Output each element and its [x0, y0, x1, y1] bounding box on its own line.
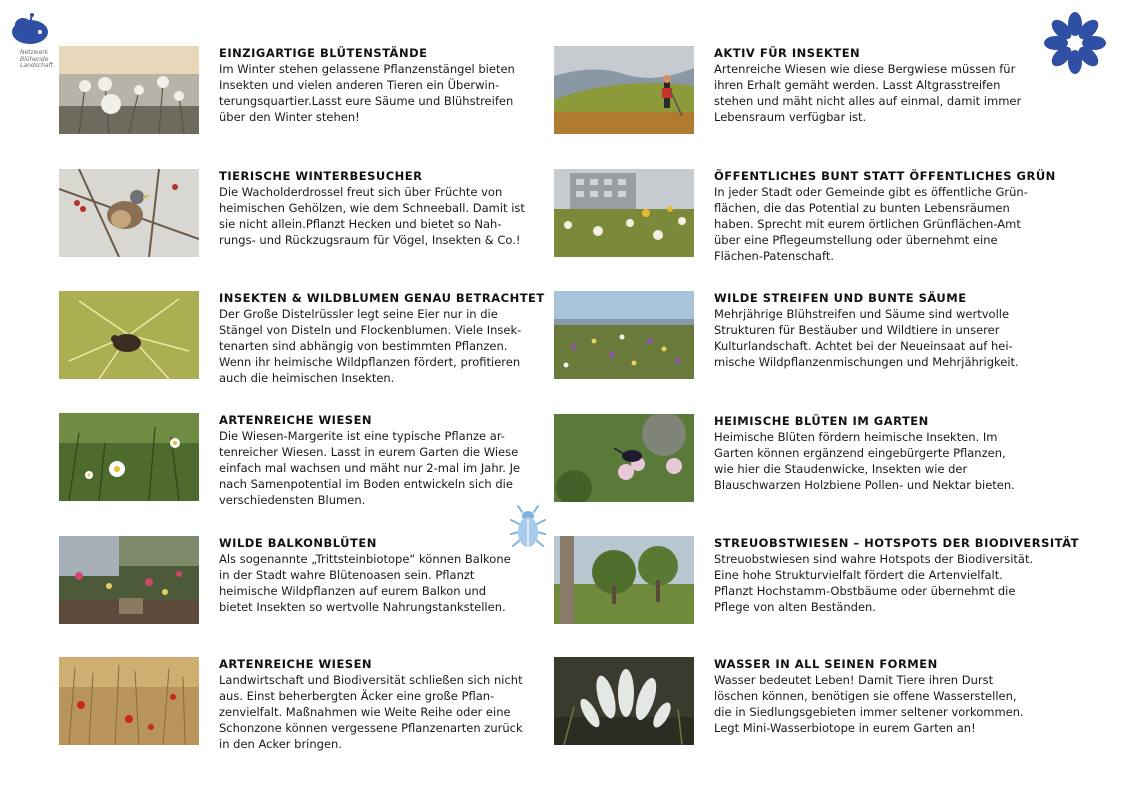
card-body: Mehrjährige Blühstreifen und Säume sind wertvolle Strukturen für Bestäuber und Wildtiere in unserer Kulturlandschaft. Achtet bei der Neueinsaat auf hei- mische Wildpflanzenmischungen und Mehrjährigkeit.	[714, 307, 1019, 369]
card-body: Wasser bedeutet Leben! Damit Tiere ihren Durst löschen können, benötigen sie offene Wasserstellen, die in Siedlungsgebieten immer seltener vorkommen. Legt Mini-Wasserbiotope in eurem Garten an!	[714, 673, 1024, 735]
card-title: STREUOBSTWIESEN – HOTSPOTS DER BIODIVERSITÄT	[714, 536, 1079, 550]
card-body: Artenreiche Wiesen wie diese Bergwiese müssen für ihren Erhalt gemäht werden. Lasst Altgrasstreifen stehen und mäht nicht alles auf einmal, damit immer Lebensraum verfügbar ist.	[714, 62, 1022, 124]
card-body: Die Wacholderdrossel freut sich über Früchte von heimischen Gehölzen, wie dem Schneeball. Damit ist sie nicht allein.Pflanzt Hecken und bietet so Nah- rungs- und Rückzugsraum für Vögel, Insekten & Co.!	[219, 185, 525, 247]
card-winter-visitors	[59, 169, 549, 269]
flower-strip-photo	[554, 291, 694, 379]
card-balcony-flowers	[59, 536, 549, 636]
balcony-garden-photo	[59, 536, 199, 624]
card-title: HEIMISCHE BLÜTEN IM GARTEN	[714, 414, 929, 428]
orchard-meadow-photo	[554, 536, 694, 624]
card-title: WASSER IN ALL SEINEN FORMEN	[714, 657, 938, 671]
card-body: In jeder Stadt oder Gemeinde gibt es öffentliche Grün- flächen, die das Potential zu bunten Lebensräumen haben. Sprecht mit eurem örtlichen Grünflächen-Amt über eine Pflegeumstellung oder übernehmt eine Flächen-Patenschaft.	[714, 185, 1028, 263]
card-body: Streuobstwiesen sind wahre Hotspots der Biodiversität. Eine hohe Strukturvielfalt fördert die Artenvielfalt. Pflanzt Hochstamm-Obstbäume oder übernehmt die Pflege von alten Beständen.	[714, 552, 1034, 614]
carpenter-bee-pea-photo	[554, 414, 694, 502]
card-orchard-meadows	[554, 536, 1079, 636]
logo-text: Netzwerk Blühende Landschaft	[20, 49, 53, 69]
urban-wildflower-photo	[554, 169, 694, 257]
card-species-rich-meadows	[59, 413, 549, 513]
grain-field-poppies-photo	[59, 657, 199, 745]
brand-logo	[6, 6, 60, 72]
card-title: INSEKTEN & WILDBLUMEN GENAU BETRACHTET	[219, 291, 545, 305]
card-title: ÖFFENTLICHES BUNT STATT ÖFFENTLICHES GRÜN	[714, 169, 1056, 183]
card-body: Die Wiesen-Margerite ist eine typische Pflanze ar- tenreicher Wiesen. Lasst in eurem Garten die Wiese einfach mal wachsen und mäht nur 2-mal im Jahr. Je nach Samenpotential im Boden entwickeln sich die verschiedensten Blumen.	[219, 429, 521, 507]
thistle-weevil-photo	[59, 291, 199, 379]
card-public-colorful	[554, 169, 1056, 269]
card-insects-wildflowers	[59, 291, 549, 391]
card-body: Im Winter stehen gelassene Pflanzenstängel bieten Insekten und vielen anderen Tieren ein Überwin- terungsquartier.Lasst eure Säume und Blühstreifen über den Winter stehen!	[219, 62, 515, 124]
flower-icon	[1042, 10, 1108, 76]
card-title: AKTIV FÜR INSEKTEN	[714, 46, 861, 60]
card-body: Landwirtschaft und Biodiversität schließen sich nicht aus. Einst beherbergten Äcker eine große Pflan- zenvielfalt. Maßnahmen wie Weite Reihe oder eine Schonzone können vergessene Pflanzenarten zurück in den Acker bringen.	[219, 673, 523, 751]
frosted-seedheads-photo	[59, 46, 199, 134]
card-body: Der Große Distelrüssler legt seine Eier nur in die Stängel von Disteln und Flockenblumen. Viele Insek- tenarten sind abhängig von bestimmten Pflanzen. Wenn ihr heimische Wildpflanzen fördert, profitieren auch die heimischen Insekten.	[219, 307, 522, 385]
card-active-for-insects	[554, 46, 1044, 146]
card-title: TIERISCHE WINTERBESUCHER	[219, 169, 423, 183]
card-body: Als sogenannte „Trittsteinbiotope“ können Balkone in der Stadt wahre Blütenoasen sein. Pflanzt heimische Wildpflanzen auf eurem Balkon und bietet Insekten so wertvolle Nahrungstankstellen.	[219, 552, 511, 614]
card-title: WILDE STREIFEN UND BUNTE SÄUME	[714, 291, 967, 305]
card-wild-strips	[554, 291, 1044, 391]
card-title: WILDE BALKONBLÜTEN	[219, 536, 377, 550]
card-title: ARTENREICHE WIESEN	[219, 413, 373, 427]
card-farmland-biodiversity	[59, 657, 549, 757]
card-native-garden-flowers	[554, 414, 1044, 514]
card-body: Heimische Blüten fördern heimische Insekten. Im Garten können ergänzend eingebürgerte Pflanzen, wie hier die Staudenwicke, Insekten wie der Blauschwarzen Holzbiene Pollen- und Nektar bieten.	[714, 430, 1015, 492]
bee-cloud-logo-icon	[10, 10, 50, 46]
frozen-plants-photo	[554, 657, 694, 745]
card-water	[554, 657, 1044, 757]
daisy-meadow-photo	[59, 413, 199, 501]
card-title: EINZIGARTIGE BLÜTENSTÄNDE	[219, 46, 428, 60]
card-title: ARTENREICHE WIESEN	[219, 657, 373, 671]
card-winter-seedheads	[59, 46, 549, 146]
fieldfare-bird-photo	[59, 169, 199, 257]
mountain-meadow-scythe-photo	[554, 46, 694, 134]
